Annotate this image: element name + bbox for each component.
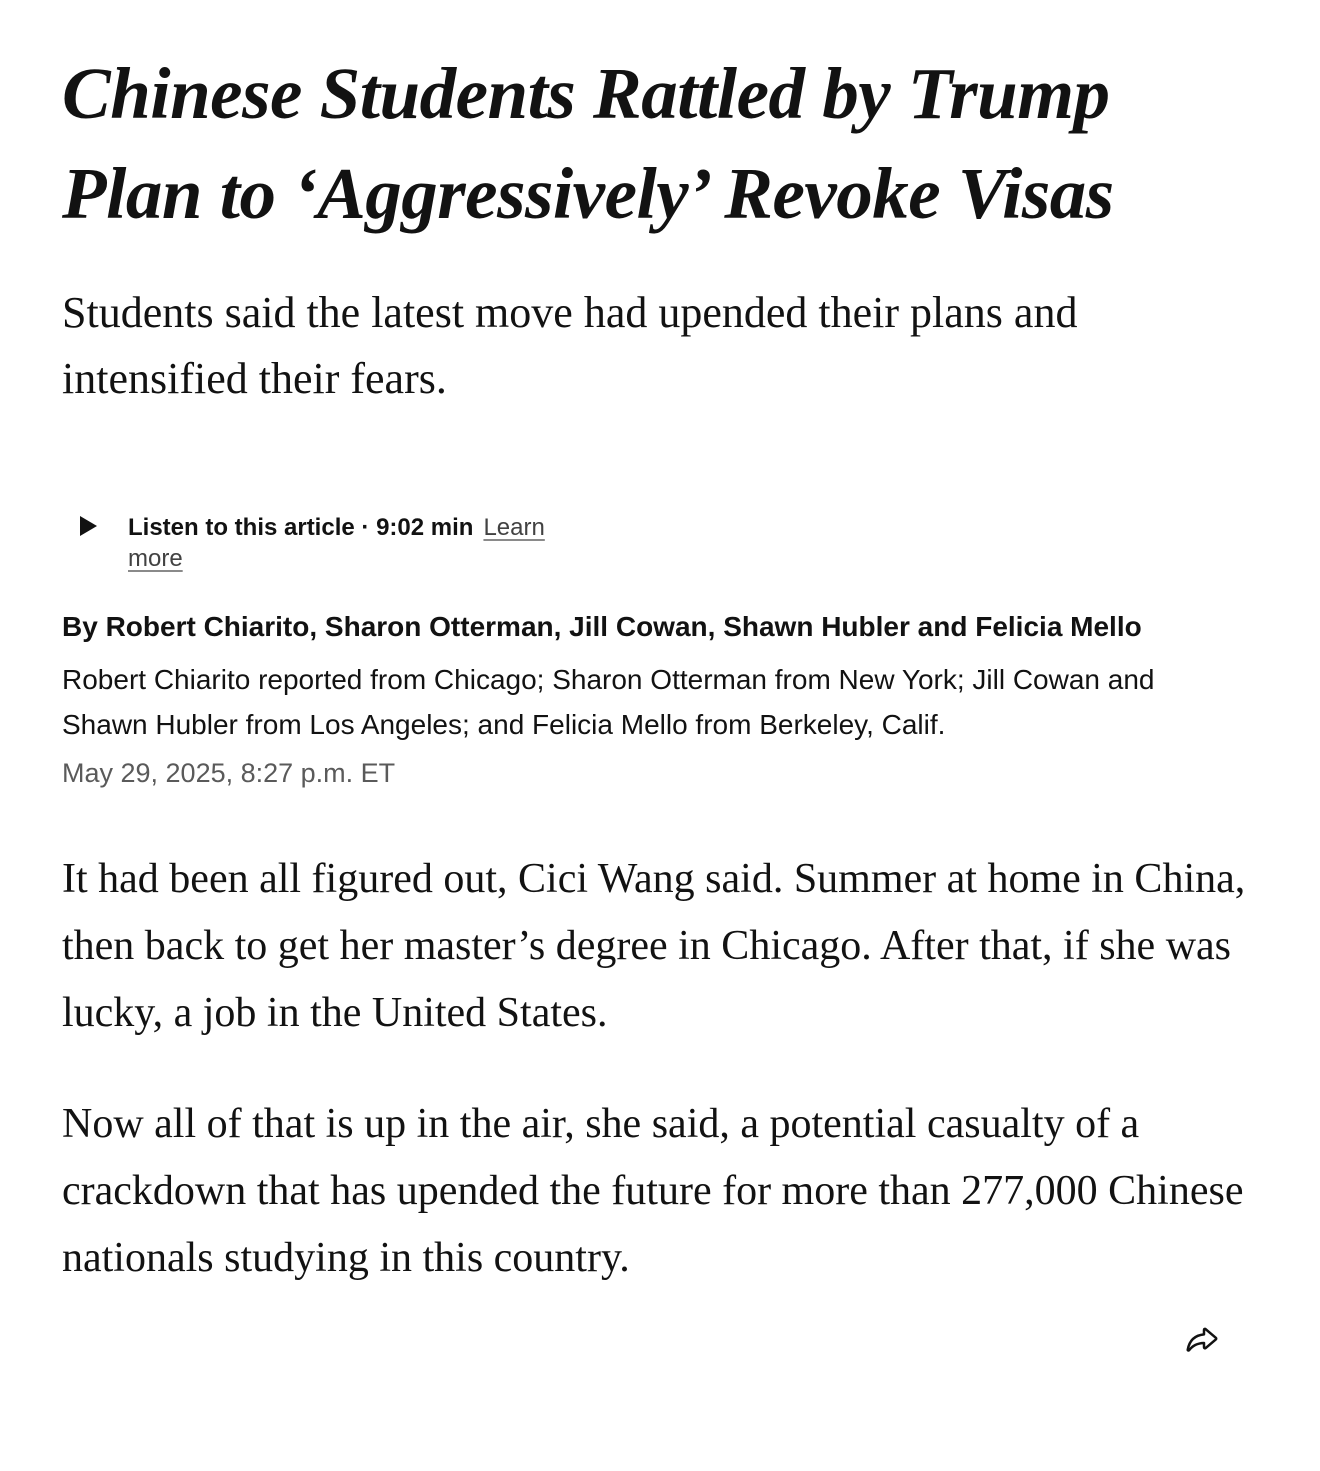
learn-more-link[interactable]: Learn more (128, 514, 545, 572)
listen-duration: 9:02 min (376, 514, 474, 541)
listen-to-article-block (62, 512, 1258, 574)
reporting-note: Robert Chiarito reported from Chicago; Sharon Otterman from New York; Jill Cowan and Shawn Hubler from Los Angeles; and Felicia Mello from Berkeley, Calif. (62, 664, 1155, 740)
listen-separator: · (361, 514, 370, 541)
share-button[interactable] (1182, 1320, 1222, 1360)
body-paragraph: Now all of that is up in the air, she said, a potential casualty of a crackdown that has upended the future for more than 277,000 Chinese nationals studying in this country. (62, 1101, 1244, 1281)
body-paragraph: It had been all figured out, Cici Wang said. Summer at home in China, then back to get her master’s degree in Chicago. After that, if she was lucky, a job in the United States. (62, 856, 1246, 1036)
article-subtitle: Students said the latest move had upended their plans and intensified their fears. (62, 288, 1078, 403)
share-arrow-icon (1182, 1320, 1222, 1360)
publish-timestamp: May 29, 2025, 8:27 p.m. ET (62, 758, 396, 788)
play-audio-button[interactable] (80, 516, 110, 536)
listen-text (128, 512, 598, 574)
article-headline: Chinese Students Rattled by Trump Plan to ‘Aggressively’ Revoke Visas (62, 53, 1114, 234)
byline: By Robert Chiarito, Sharon Otterman, Jill Cowan, Shawn Hubler and Felicia Mello (62, 611, 1142, 642)
play-icon (80, 516, 97, 536)
listen-label: Listen to this article (128, 514, 355, 541)
